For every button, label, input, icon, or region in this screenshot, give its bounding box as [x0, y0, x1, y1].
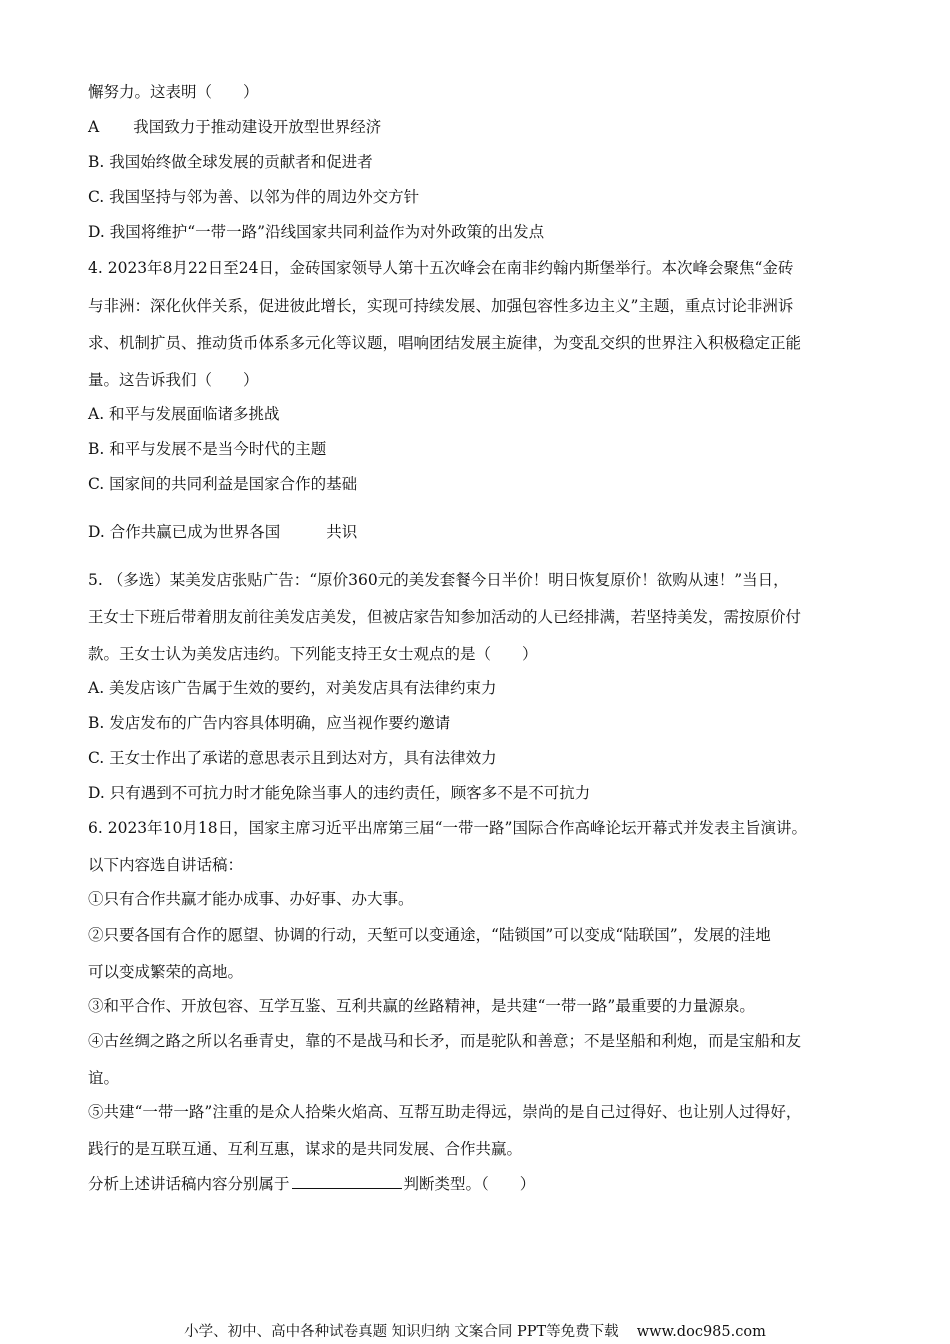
q4-option-d-text: D. 合作共赢已成为世界各国: [88, 523, 281, 541]
q3-option-b: B. 我国始终做全球发展的贡献者和促进者: [88, 153, 373, 171]
q4-option-d: [88, 522, 357, 542]
q5-stem-line-2: 王女士下班后带着朋友前往美发店美发，但被店家告知参加活动的人已经排满，若坚持美发，需按原价付: [88, 608, 802, 626]
q4-option-b: B. 和平与发展不是当今时代的主题: [88, 440, 327, 458]
q4-option-c: C. 国家间的共同利益是国家合作的基础: [88, 475, 358, 493]
q6-item-2-line-1: ②只要各国有合作的愿望、协调的行动，天堑可以变通途，“陆锁国”可以变成“陆联国”，发展的洼地: [88, 926, 771, 944]
q4-option-a: A. 和平与发展面临诸多挑战: [88, 405, 280, 423]
q6-stem-line-2: 以下内容选自讲话稿：: [88, 856, 244, 874]
q3-option-a-text: 我国致力于推动建设开放型世界经济: [133, 118, 382, 136]
q5-stem-line-1: 5. （多选）某美发店张贴广告：“原价360元的美发套餐今日半价！明日恢复原价！欲购从速！”当日，: [88, 571, 789, 589]
q5-stem-line-3: 款。王女士认为美发店违约。下列能支持王女士观点的是（ ）: [88, 645, 538, 663]
q3-option-d: D. 我国将维护“一带一路”沿线国家共同利益作为对外政策的出发点: [88, 223, 545, 241]
q5-option-c: C. 王女士作出了承诺的意思表示且到达对方，具有法律效力: [88, 749, 497, 767]
answer-blank: [292, 1174, 402, 1189]
page-footer: [0, 1322, 950, 1342]
q5-option-a: A. 美发店该广告属于生效的要约，对美发店具有法律约束力: [88, 679, 497, 697]
q6-item-4-line-1: ④古丝绸之路之所以名垂青史，靠的不是战马和长矛，而是驼队和善意；不是坚船和利炮，而是宝船和友: [88, 1032, 802, 1050]
q6-item-3: ③和平合作、开放包容、互学互鉴、互利共赢的丝路精神，是共建“一带一路”最重要的力量源泉。: [88, 997, 755, 1015]
q6-item-1: ①只有合作共赢才能办成事、办好事、办大事。: [88, 890, 414, 908]
q4-stem-line-2: 与非洲：深化伙伴关系，促进彼此增长，实现可持续发展、加强包容性多边主义”主题，重点讨论非洲诉: [88, 297, 794, 315]
q4-stem-line-4: 量。这告诉我们（ ）: [88, 371, 259, 389]
q6-item-5-line-1: ⑤共建“一带一路”注重的是众人拾柴火焰高、互帮互助走得远，崇尚的是自己过得好、也让别人过得好，: [88, 1103, 802, 1121]
q3-option-a-label: A: [88, 118, 100, 136]
q6-stem-line-1: 6. 2023年10月18日，国家主席习近平出席第三届“一带一路”国际合作高峰论坛开幕式并发表主旨演讲。: [88, 819, 807, 837]
q5-option-b: B. 发店发布的广告内容具体明确，应当视作要约邀请: [88, 714, 451, 732]
q4-stem-line-3: 求、机制扩员、推动货币体系多元化等议题，唱响团结发展主旋律，为变乱交织的世界注入积极稳定正能: [88, 334, 802, 352]
q6-item-4-line-2: 谊。: [88, 1069, 120, 1087]
q6-item-2-line-2: 可以变成繁荣的高地。: [88, 963, 244, 981]
footer-url[interactable]: www.doc985.com: [636, 1324, 766, 1340]
q5-option-d: D. 只有遇到不可抗力时才能免除当事人的违约责任，顾客多不是不可抗力: [88, 784, 591, 802]
q4-stem-line-1: 4. 2023年8月22日至24日，金砖国家领导人第十五次峰会在南非约翰内斯堡举行。本次峰会聚焦“金砖: [88, 259, 794, 277]
q3-option-a: [88, 117, 381, 137]
q6-question: [88, 1174, 535, 1194]
q6-question-text: 分析上述讲话稿内容分别属于: [88, 1175, 290, 1193]
q3-stem-tail: 懈努力。这表明（ ）: [88, 83, 259, 101]
q6-question-tail: 判断类型。（ ）: [403, 1175, 536, 1193]
footer-text: 小学、初中、高中各种试卷真题 知识归纳 文案合同 PPT等免费下载: [184, 1324, 619, 1340]
q3-option-c: C. 我国坚持与邻为善、以邻为伴的周边外交方针: [88, 188, 420, 206]
q6-item-5-line-2: 践行的是互联互通、互利互惠，谋求的是共同发展、合作共赢。: [88, 1140, 523, 1158]
q4-option-d-tail: 共识: [326, 523, 358, 541]
